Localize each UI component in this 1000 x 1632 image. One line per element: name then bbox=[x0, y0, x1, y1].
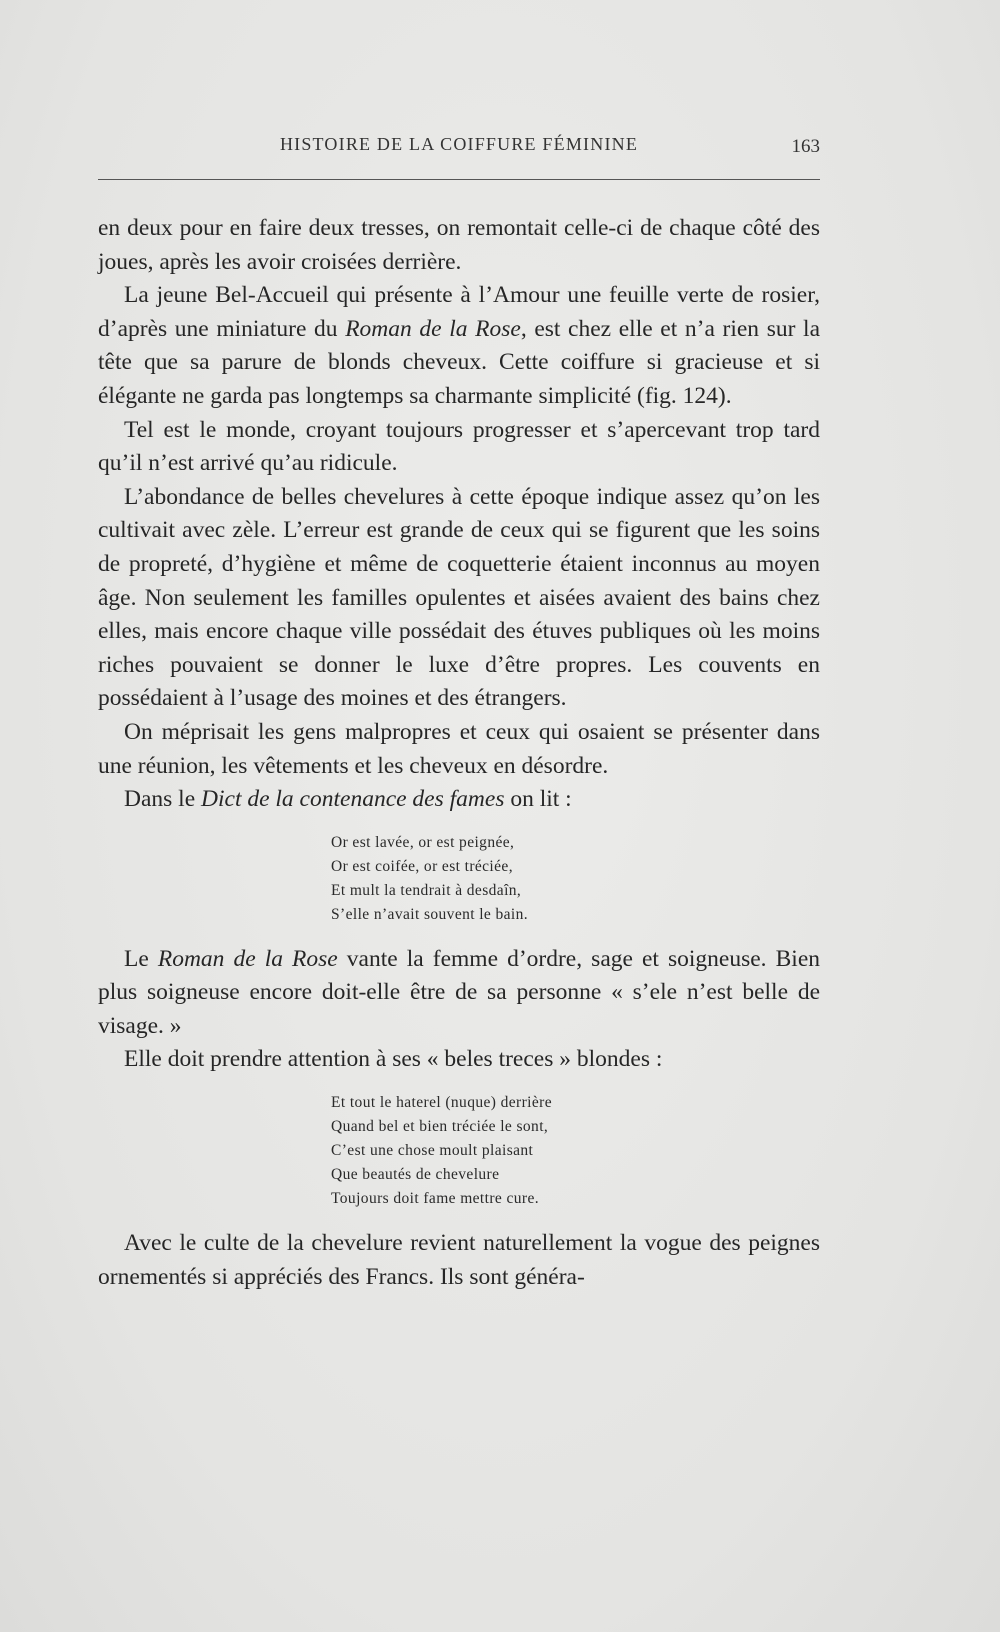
body-text bbox=[98, 212, 820, 1294]
paragraph-9: Avec le culte de la chevelure revient naturellement la vogue des peignes ornementés si appréciés des Francs. Ils sont généra- bbox=[98, 1230, 820, 1290]
paragraph-2-part-b: , est chez elle et n’a rien sur la tête que sa parure de blonds cheveux. Cette coiffure si gracieuse et si élégante ne garda pas longtemps sa charmante simplicité (fig. 124). bbox=[98, 315, 821, 409]
verse-line: Que beautés de chevelure bbox=[331, 1166, 500, 1184]
running-title: HISTOIRE DE LA COIFFURE FÉMININE bbox=[279, 134, 639, 154]
paragraph-6-part-b: on lit : bbox=[504, 786, 572, 813]
paragraph-4: L’abondance de belles chevelures à cette époque indique assez qu’on les cultivait avec zèle. L’erreur est grande de ceux qui se figurent que les soins de propreté, d’hygiène et même de coquetterie étaient inconnus au moyen âge. Non seulement les familles opulentes et aisées avaient des bains chez elles, mais encore chaque ville possédait des étuves publiques où les moins riches pouvaient se donner le luxe d’être propres. Les couvents en possédaient à l’usage des moines et des étrangers. bbox=[98, 483, 820, 712]
paragraph-2 bbox=[98, 279, 820, 413]
page-number: 163 bbox=[791, 136, 820, 157]
paragraph-8: Elle doit prendre attention à ses « beles treces » blondes : bbox=[124, 1046, 663, 1073]
header-rule bbox=[98, 179, 820, 180]
paragraph-1: en deux pour en faire deux tresses, on remontait celle-ci de chaque côté des joues, après les avoir croisées derrière. bbox=[98, 215, 820, 275]
verse-line: Quand bel et bien tréciée le sont, bbox=[331, 1118, 549, 1136]
verse-line: S’elle n’avait souvent le bain. bbox=[331, 905, 529, 923]
paragraph-6-part-a: Dans le bbox=[124, 786, 202, 813]
verse-line: Et tout le haterel (nuque) derrière bbox=[331, 1094, 552, 1112]
verse-quote-1 bbox=[331, 831, 820, 927]
paragraph-6 bbox=[98, 783, 820, 817]
paragraph-2-part-a: La jeune Bel-Accueil qui présente à l’Amour une feuille verte de rosier, d’après une miniature du bbox=[98, 282, 820, 342]
paragraph-7 bbox=[98, 943, 820, 1044]
verse-quote-2 bbox=[331, 1091, 820, 1211]
paragraph-5: On méprisait les gens malpropres et ceux qui osaient se présenter dans une réunion, les vêtements et les cheveux en désordre. bbox=[98, 718, 820, 779]
verse-line: Toujours doit fame mettre cure. bbox=[331, 1190, 540, 1208]
paragraph-7-title: Roman de la Rose bbox=[157, 945, 338, 972]
verse-line: Or est coifée, or est tréciée, bbox=[331, 857, 513, 875]
verse-line: C’est une chose moult plaisant bbox=[331, 1142, 534, 1160]
paragraph-7-part-a: Le bbox=[124, 945, 158, 972]
paragraph-7-part-b: vante la femme d’ordre, sage et soigneuse. Bien plus soigneuse encore doit-elle être de sa personne « s’ele n’est belle de visage. » bbox=[98, 945, 820, 1039]
paragraph-2-title: Roman de la Rose bbox=[345, 315, 521, 342]
paragraph-6-title: Dict de la contenance des fames bbox=[201, 786, 505, 813]
running-head bbox=[98, 134, 820, 164]
paragraph-3: Tel est le monde, croyant toujours progresser et s’apercevant trop tard qu’il n’est arrivé qu’au ridicule. bbox=[98, 416, 820, 477]
verse-line: Or est lavée, or est peignée, bbox=[331, 833, 515, 851]
verse-line: Et mult la tendrait à desdaîn, bbox=[331, 881, 522, 899]
